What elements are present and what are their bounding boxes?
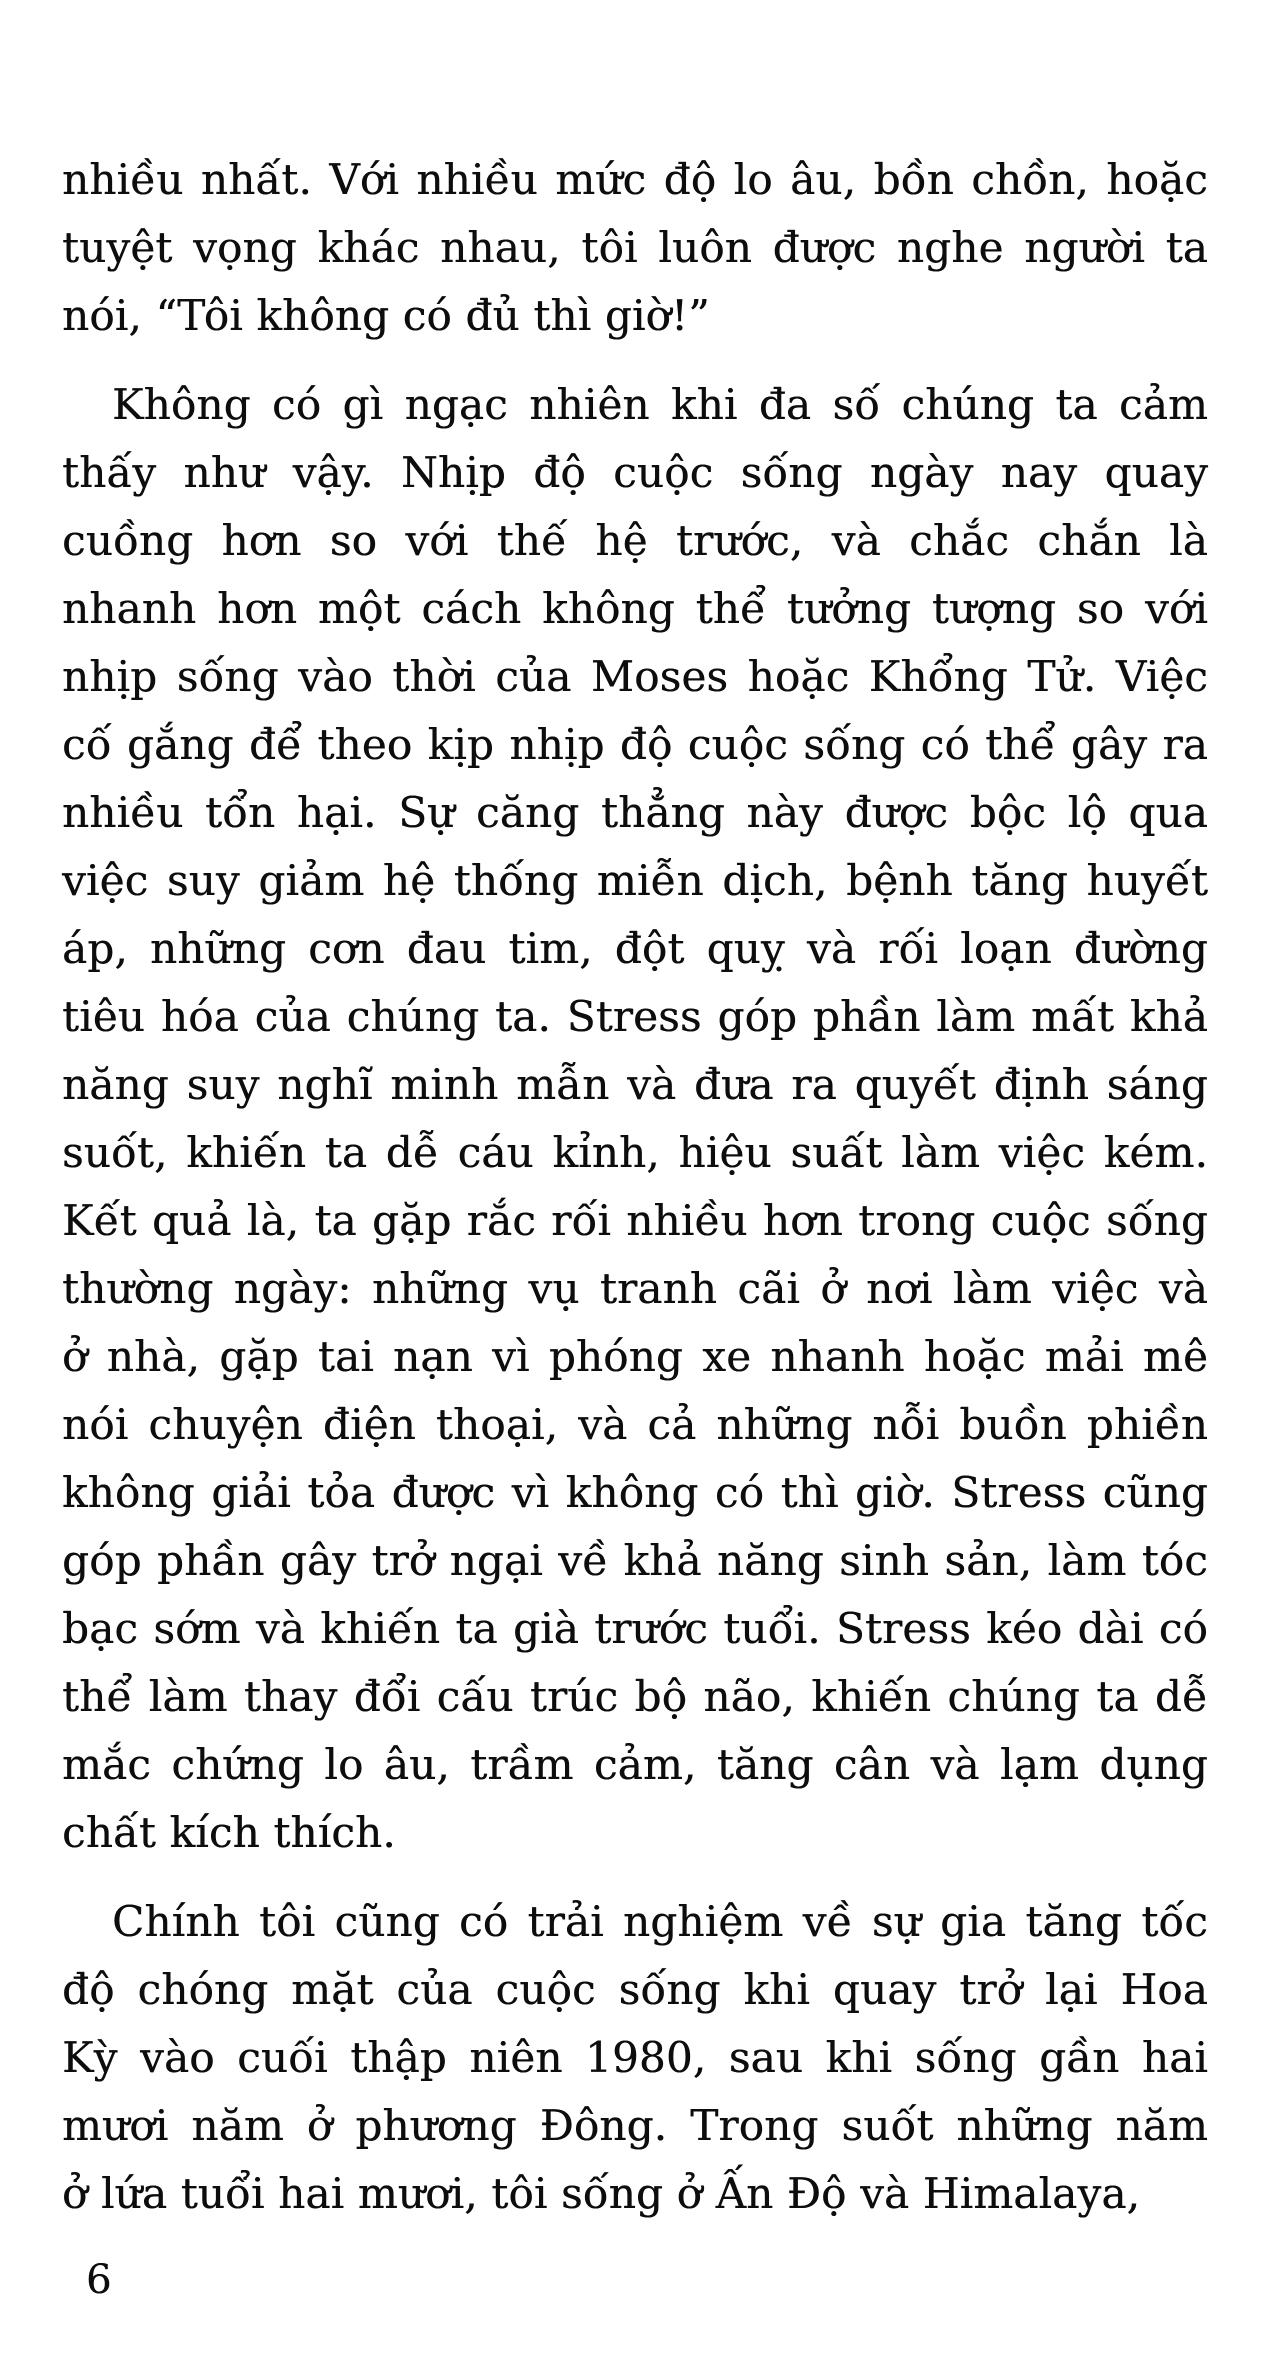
text-line: cố gắng để theo kịp nhịp độ cuộc sống có thể gây ra [62,720,1208,769]
text-line: góp phần gây trở ngại về khả năng sinh sản, làm tóc [62,1536,1208,1585]
text-line: thấy như vậy. Nhịp độ cuộc sống ngày nay quay [62,448,1208,497]
text-line: bạc sớm và khiến ta già trước tuổi. Stress kéo dài có [62,1604,1208,1653]
text-line: Không có gì ngạc nhiên khi đa số chúng ta cảm [112,380,1208,429]
text-line: nói chuyện điện thoại, và cả những nỗi buồn phiền [62,1400,1208,1449]
text-line: độ chóng mặt của cuộc sống khi quay trở lại Hoa [62,1965,1208,2014]
paragraph [62,371,1208,1867]
text-line: chất kích thích. [62,1808,396,1857]
text-line: Kết quả là, ta gặp rắc rối nhiều hơn trong cuộc sống [62,1196,1208,1245]
text-line: thường ngày: những vụ tranh cãi ở nơi làm việc và [62,1264,1208,1313]
text-line: ở lứa tuổi hai mươi, tôi sống ở Ấn Độ và Himalaya, [62,2169,1141,2218]
text-line: suốt, khiến ta dễ cáu kỉnh, hiệu suất làm việc kém. [62,1128,1208,1177]
paragraph [62,146,1208,350]
text-line: thể làm thay đổi cấu trúc bộ não, khiến chúng ta dễ [62,1672,1208,1721]
page-number: 6 [86,2257,112,2303]
text-line: năng suy nghĩ minh mẫn và đưa ra quyết định sáng [62,1060,1208,1109]
text-line: nói, “Tôi không có đủ thì giờ!” [62,291,710,340]
text-line: cuồng hơn so với thế hệ trước, và chắc chắn là [62,516,1208,565]
text-line: mắc chứng lo âu, trầm cảm, tăng cân và lạm dụng [62,1740,1208,1789]
text-line: nhiều tổn hại. Sự căng thẳng này được bộc lộ qua [62,788,1208,837]
text-line: không giải tỏa được vì không có thì giờ. Stress cũng [62,1468,1208,1517]
text-line: ở nhà, gặp tai nạn vì phóng xe nhanh hoặc mải mê [62,1332,1208,1381]
text-block [62,146,1208,2228]
text-line: việc suy giảm hệ thống miễn dịch, bệnh tăng huyết [62,856,1208,905]
text-line: mươi năm ở phương Đông. Trong suốt những năm [62,2101,1208,2150]
text-line: Chính tôi cũng có trải nghiệm về sự gia tăng tốc [112,1897,1208,1946]
paragraph [62,1888,1208,2228]
text-line: tiêu hóa của chúng ta. Stress góp phần làm mất khả [62,992,1208,1041]
text-line: tuyệt vọng khác nhau, tôi luôn được nghe người ta [62,223,1208,272]
text-line: nhanh hơn một cách không thể tưởng tượng so với [62,584,1208,633]
text-line: Kỳ vào cuối thập niên 1980, sau khi sống gần hai [62,2033,1208,2082]
text-line: nhịp sống vào thời của Moses hoặc Khổng Tử. Việc [62,652,1208,701]
text-line: nhiều nhất. Với nhiều mức độ lo âu, bồn chồn, hoặc [62,155,1208,204]
text-line: áp, những cơn đau tim, đột quỵ và rối loạn đường [62,924,1208,973]
